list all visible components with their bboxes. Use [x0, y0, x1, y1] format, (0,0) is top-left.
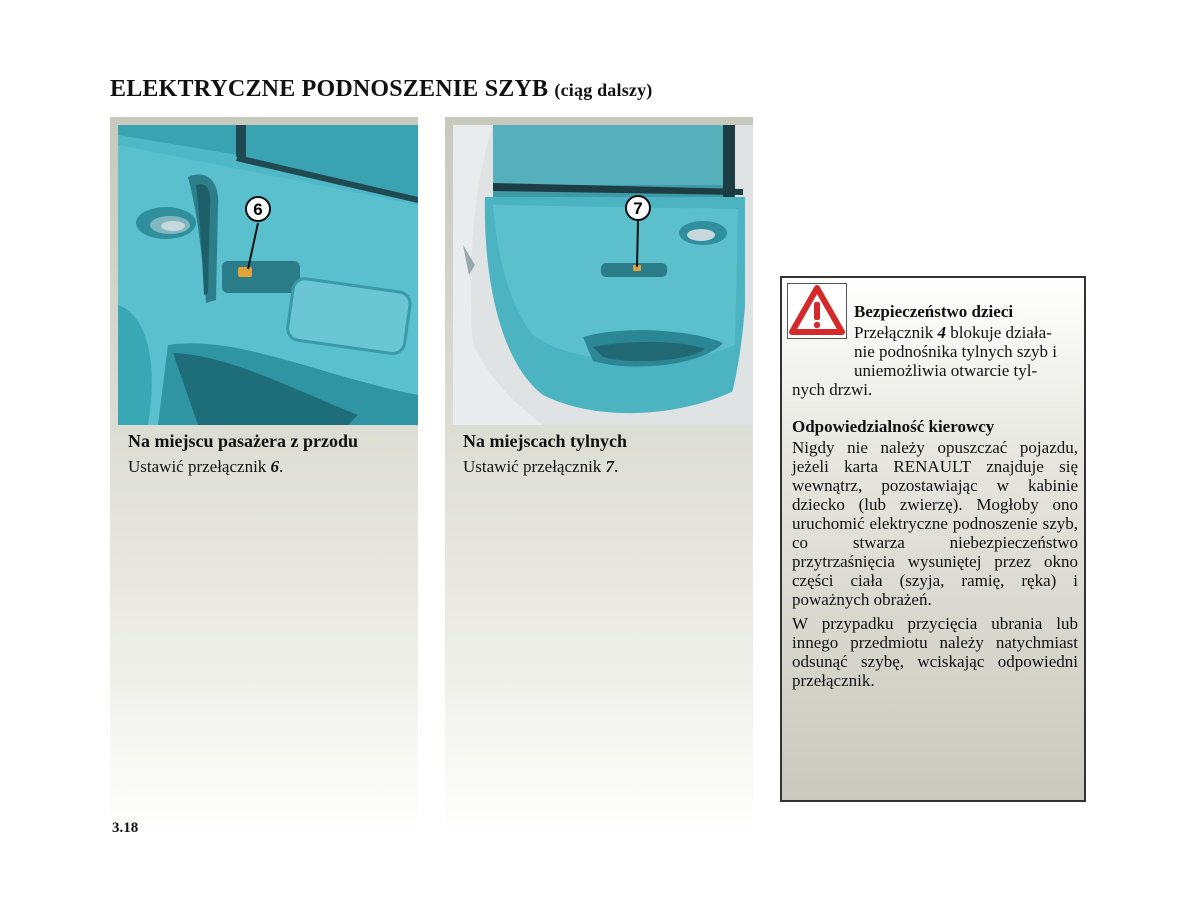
figure-front-passenger	[110, 117, 418, 837]
callout-6-label: 6	[253, 200, 263, 219]
front-passenger-heading: Na miejscu pasażera z przodu	[128, 431, 358, 451]
child-safety-title: Bezpieczeństwo dzieci	[854, 302, 1014, 321]
switch-ref-7: 7	[605, 457, 615, 476]
title-main: ELEKTRYCZNE PODNOSZENIE SZYB	[110, 76, 549, 102]
figure-rear-seats	[445, 117, 753, 837]
driver-responsibility-title: Odpowiedzialność kierowcy	[792, 417, 995, 436]
callout-7	[453, 125, 753, 425]
front-passenger-text: Ustawić przełącznik 6.	[128, 457, 284, 476]
rear-seats-text: Ustawić przełącznik 7.	[463, 457, 619, 476]
driver-responsibility-text-2: W przypadku przycięcia ubrania lub innego przedmiotu należy natychmiast odsunąć szybę, wciskając odpowiedni przełącznik.	[792, 614, 1078, 690]
rear-seats-heading: Na miejscach tylnych	[463, 431, 627, 451]
title-sub: (ciąg dalszy)	[554, 80, 653, 100]
page-number: 3.18	[112, 820, 139, 836]
page-title	[110, 76, 653, 103]
driver-responsibility-text: Nigdy nie należy opuszczać pojazdu, jeżeli karta RENAULT znajduje się wewnątrz, pozostawiając w kabinie dziecko (lub zwierzę). Mogłoby ono uruchomić elektryczne podnoszenie szyb, co stwarza niebezpieczeństwo przytrzaśnięcia wysuniętej przez okno części ciała (szyja, ramię, ręka) i poważnych obrażeń.	[792, 438, 1078, 609]
switch-ref-6: 6	[270, 457, 280, 476]
callout-7-label: 7	[633, 199, 643, 218]
switch-ref-4: 4	[937, 323, 947, 342]
safety-warning-box	[780, 276, 1086, 802]
callout-6	[118, 125, 418, 425]
child-safety-text: Przełącznik 4 blokuje działa- nie podnośnika tylnych szyb i uniemożliwia otwarcie tyl- nych drzwi.	[792, 323, 1058, 399]
